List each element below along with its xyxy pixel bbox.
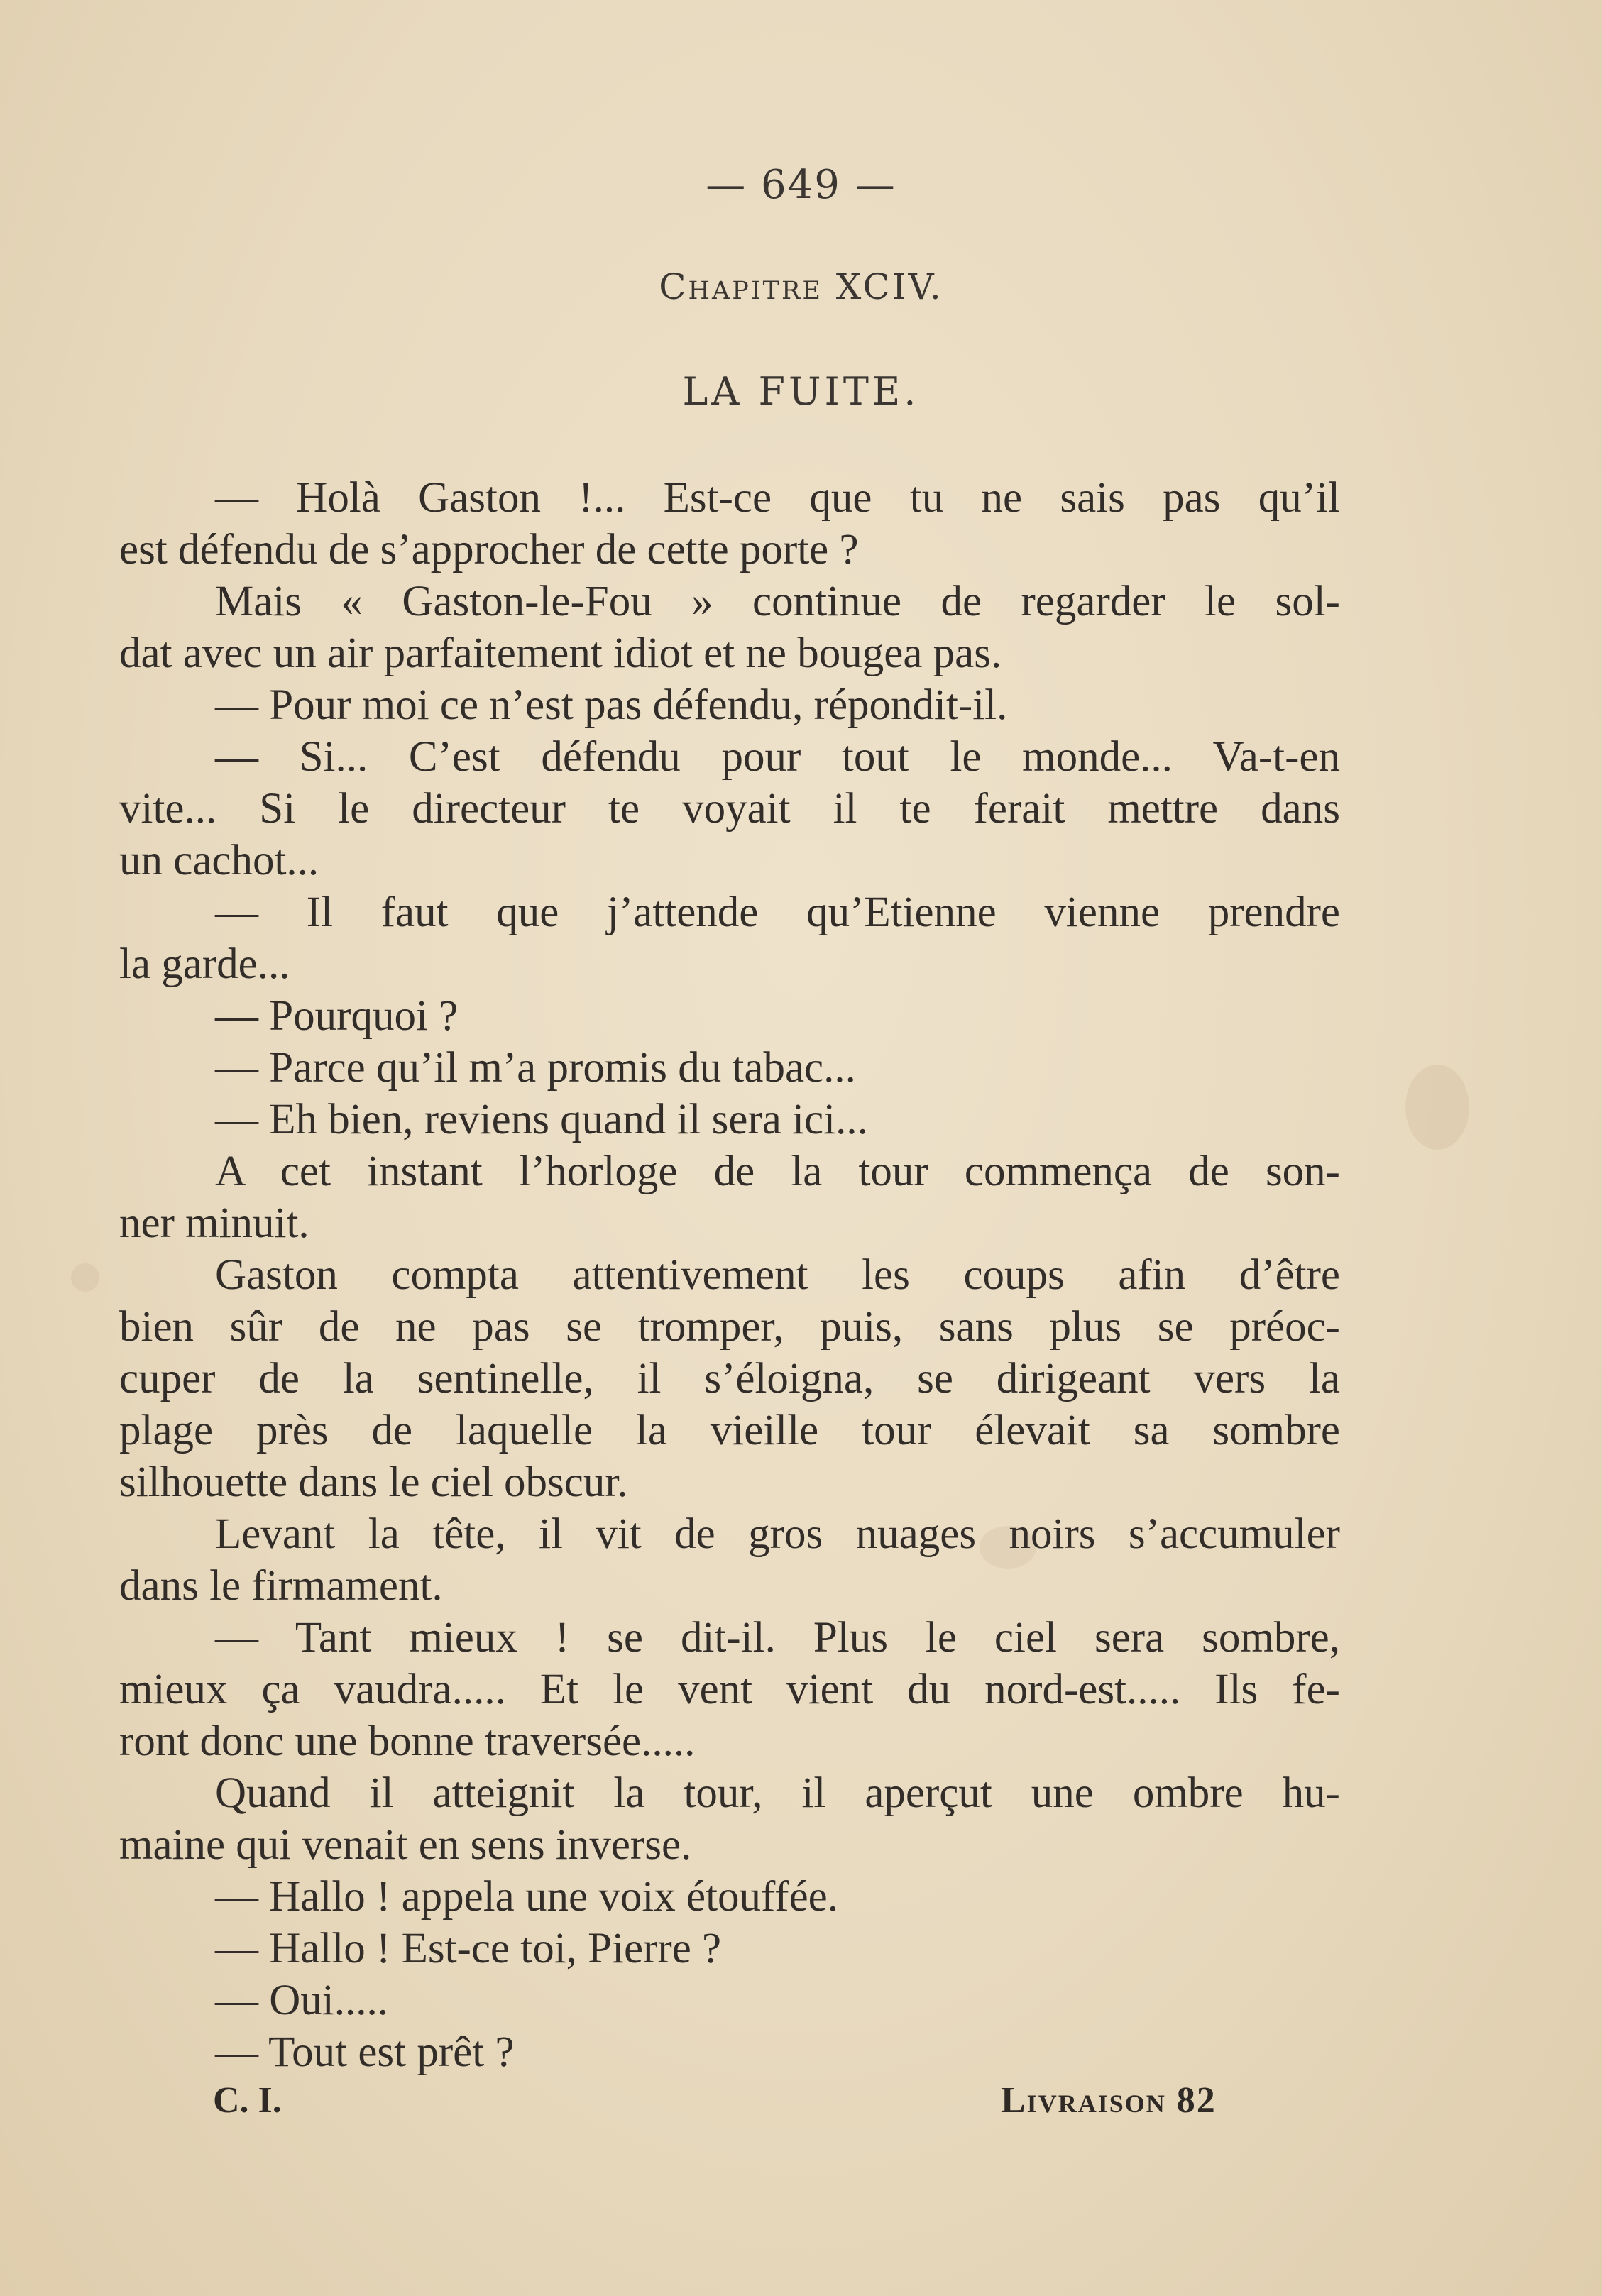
text-line: la garde...	[119, 940, 290, 988]
chapter-title: LA FUITE.	[682, 369, 920, 414]
footer-signature: C. I.	[213, 2080, 282, 2121]
text-line: Quand il atteignit la tour, il aperçut une ombre hu-	[215, 1769, 1340, 1817]
text-line: un cachot...	[119, 837, 319, 884]
text-line: Levant la tête, il vit de gros nuages noirs s’accumuler	[215, 1510, 1340, 1558]
paper-stain	[1405, 1065, 1469, 1150]
text-line: ront donc une bonne traversée.....	[119, 1718, 696, 1765]
paper-stain	[71, 1263, 99, 1292]
text-line: maine qui venait en sens inverse.	[119, 1821, 692, 1869]
text-line: — Tout est prêt ?	[215, 2028, 515, 2076]
text-line: Gaston compta attentivement les coups afin d’être	[215, 1251, 1340, 1299]
text-line: est défendu de s’approcher de cette porte ?	[119, 526, 859, 573]
text-line: bien sûr de ne pas se tromper, puis, sans plus se préoc-	[119, 1303, 1340, 1351]
text-line: Mais « Gaston-le-Fou » continue de regarder le sol-	[215, 578, 1340, 625]
text-line: — Pour moi ce n’est pas défendu, répondit-il.	[215, 681, 1008, 729]
text-line: — Pourquoi ?	[215, 992, 459, 1040]
text-line: silhouette dans le ciel obscur.	[119, 1459, 628, 1506]
body-text	[119, 472, 1340, 2078]
page-number: — 649 —	[706, 162, 896, 208]
chapter-heading: Chapitre XCIV.	[659, 266, 943, 307]
text-line: cuper de la sentinelle, il s’éloigna, se dirigeant vers la	[119, 1355, 1340, 1402]
text-line: A cet instant l’horloge de la tour commença de son-	[215, 1148, 1340, 1195]
footer-installment: Livraison 82	[1001, 2080, 1217, 2121]
text-line: — Hallo ! appela une voix étouffée.	[215, 1873, 838, 1921]
text-line: — Tant mieux ! se dit-il. Plus le ciel sera sombre,	[215, 1614, 1340, 1661]
text-line: plage près de laquelle la vieille tour élevait sa sombre	[119, 1407, 1340, 1454]
text-line: — Oui.....	[215, 1977, 388, 2024]
text-line: — Holà Gaston !... Est-ce que tu ne sais pas qu’il	[215, 474, 1340, 522]
text-line: dat avec un air parfaitement idiot et ne bougea pas.	[119, 630, 1002, 677]
text-line: — Parce qu’il m’a promis du tabac...	[215, 1044, 856, 1092]
text-line: vite... Si le directeur te voyait il te ferait mettre dans	[119, 785, 1340, 833]
text-line: — Il faut que j’attende qu’Etienne vienne prendre	[215, 889, 1340, 936]
text-line: dans le firmament.	[119, 1562, 443, 1610]
text-line: — Si... C’est défendu pour tout le monde... Va-t-en	[215, 733, 1340, 781]
text-line: — Eh bien, reviens quand il sera ici...	[215, 1096, 868, 1143]
text-line: ner minuit.	[119, 1199, 309, 1247]
text-line: mieux ça vaudra..... Et le vent vient du nord-est..... Ils fe-	[119, 1666, 1340, 1713]
text-line: — Hallo ! Est-ce toi, Pierre ?	[215, 1925, 722, 1972]
